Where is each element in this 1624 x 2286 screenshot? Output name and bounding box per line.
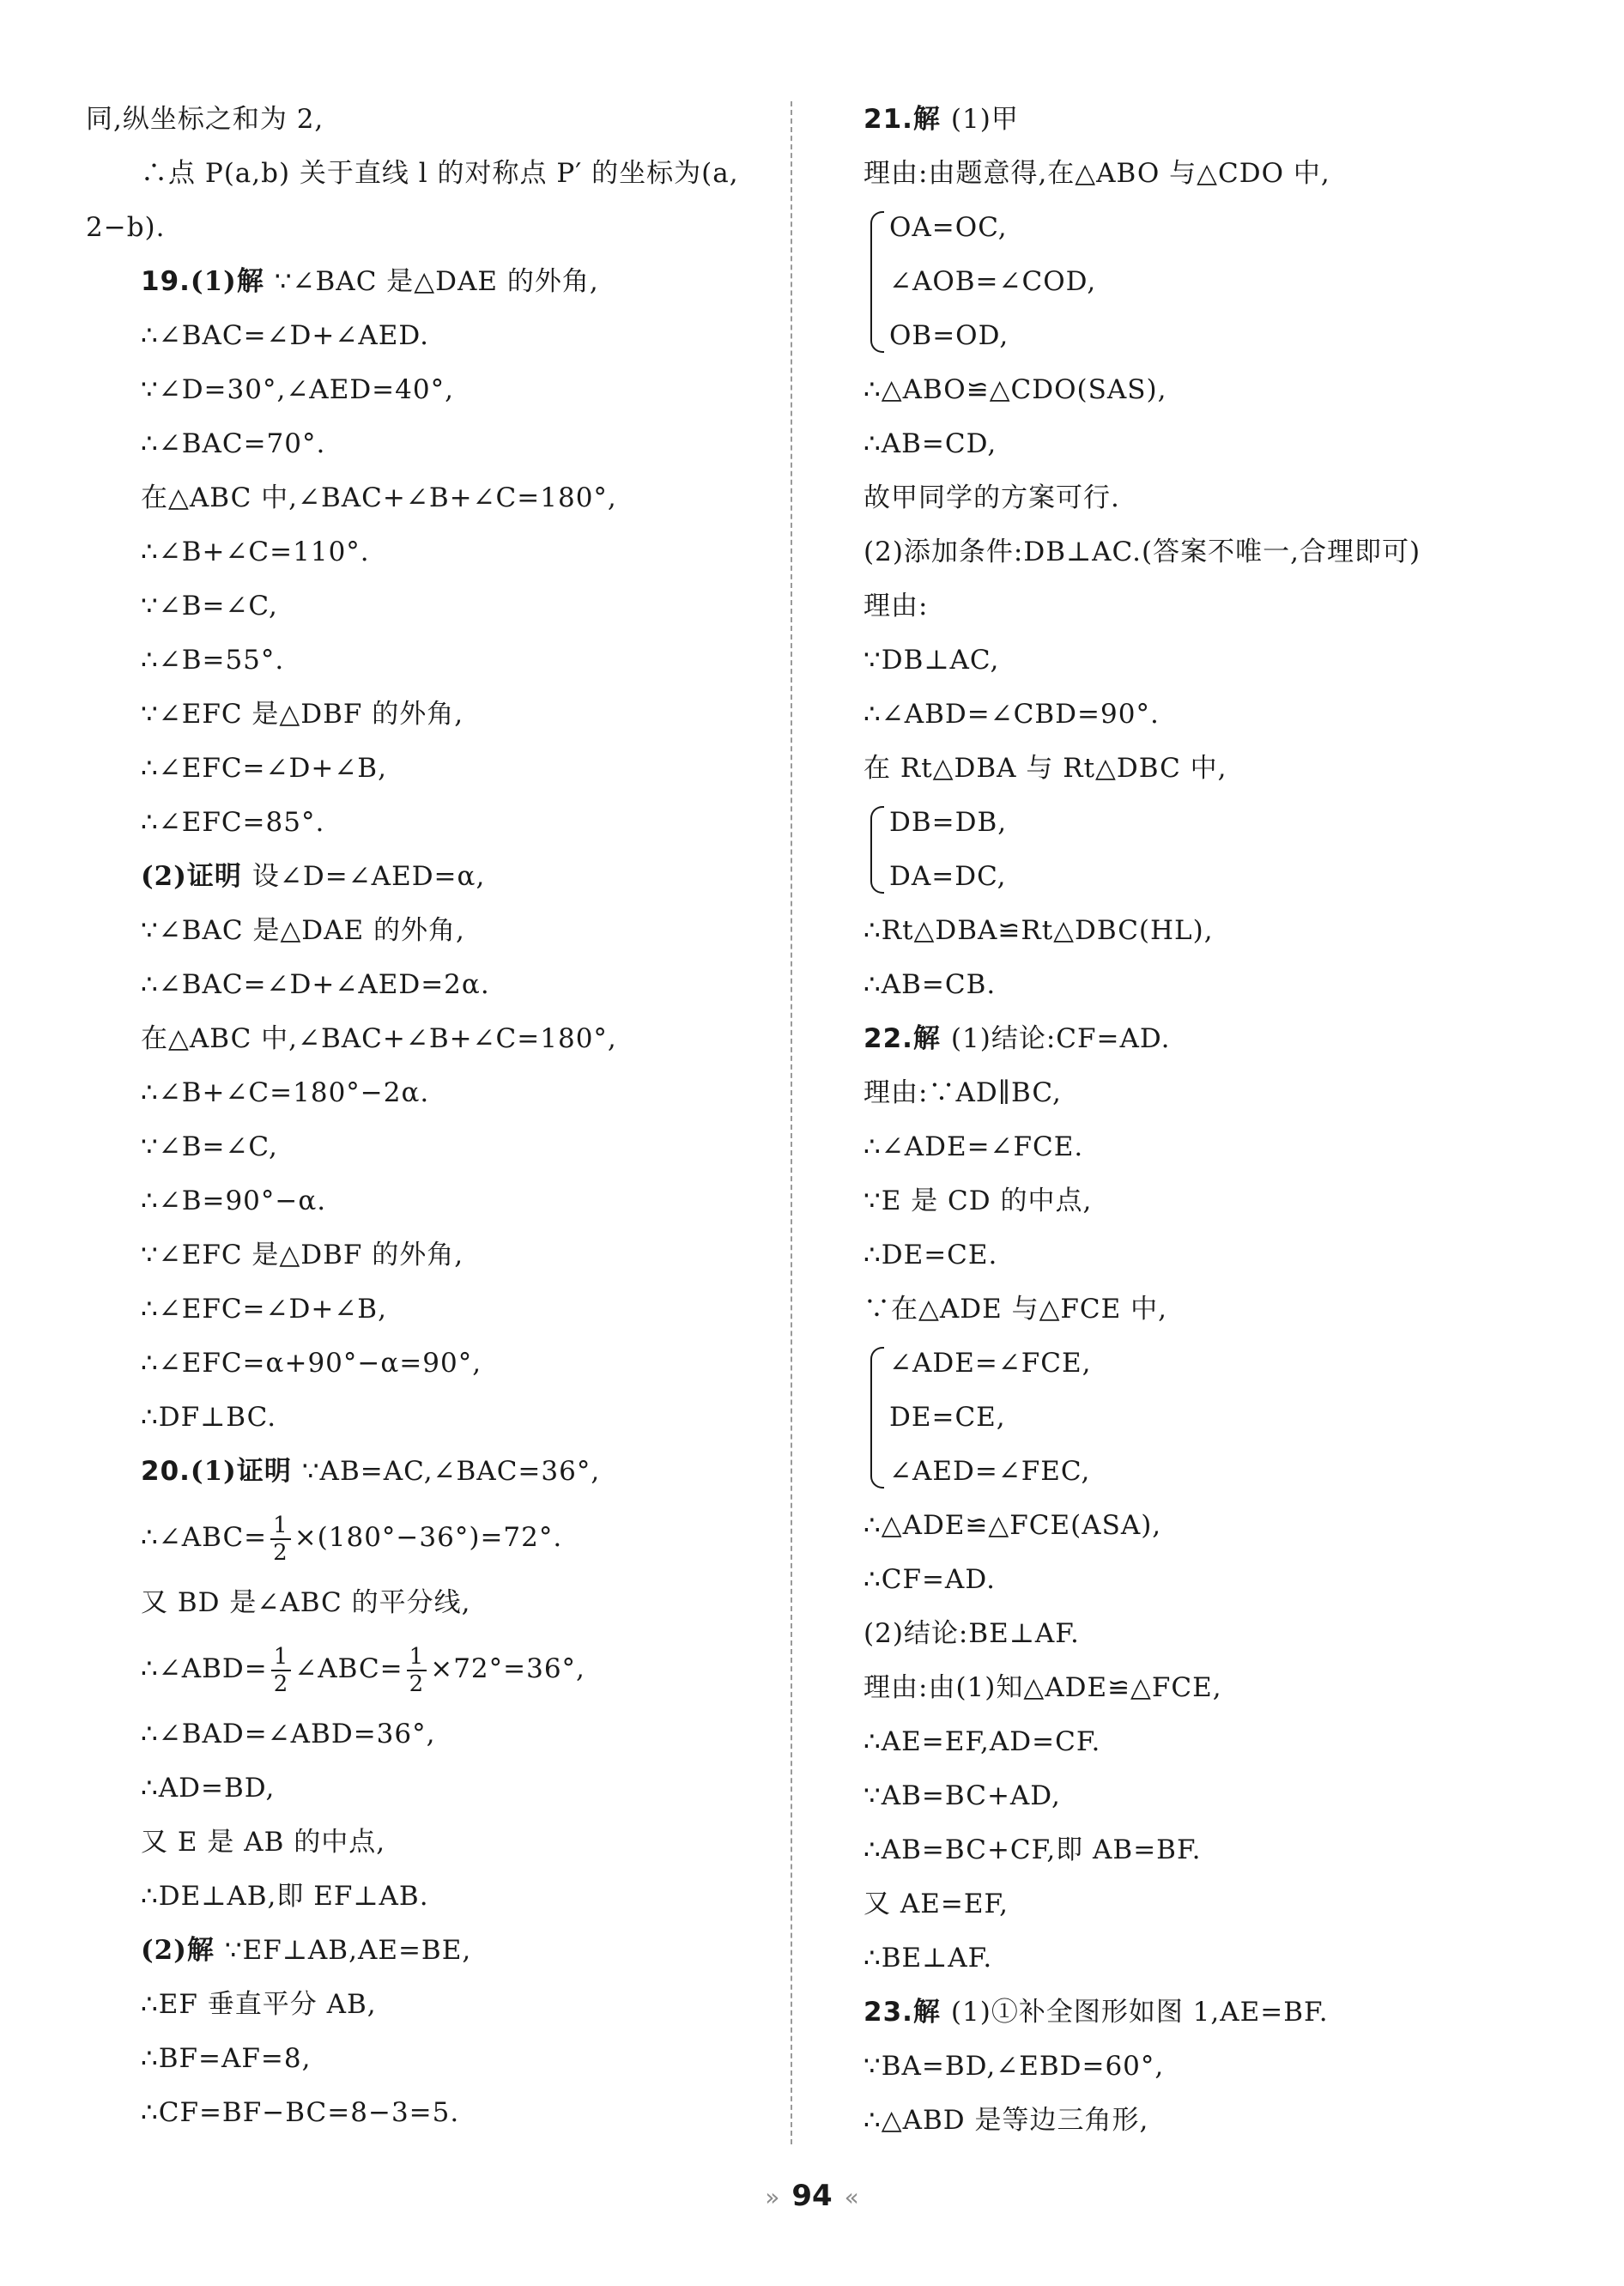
text-line: ∴∠B=90°−α. — [141, 1185, 327, 1216]
part-label: (2)证明 — [141, 861, 242, 892]
text-line: 在 Rt△DBA 与 Rt△DBC 中, — [864, 753, 1227, 784]
chevron-left-icon: « — [844, 2183, 859, 2211]
equation-line: DE=CE, — [889, 1402, 1006, 1433]
text-line: ∵在△ADE 与△FCE 中, — [864, 1294, 1167, 1325]
text-line: 在△ABC 中,∠BAC+∠B+∠C=180°, — [141, 482, 617, 513]
text-line: (2)结论:BE⊥AF. — [864, 1618, 1080, 1649]
text-line: 理由:由(1)知△ADE≌△FCE, — [864, 1672, 1222, 1703]
text-line: ∵BA=BD,∠EBD=60°, — [864, 2051, 1165, 2082]
equation-system — [867, 1337, 1585, 1499]
equation-line: DA=DC, — [889, 861, 1007, 892]
fraction — [407, 1644, 427, 1697]
text-span: 设∠D=∠AED=α, — [251, 861, 486, 892]
text-line: 理由: — [864, 591, 929, 622]
text-line — [86, 1630, 790, 1707]
text-line: ∴∠B+∠C=180°−2α. — [141, 1077, 430, 1108]
text-span: ∵EF⊥AB,AE=BE, — [224, 1935, 472, 1966]
part-label: 解 — [912, 1023, 941, 1054]
text-line: 2−b). — [86, 212, 166, 243]
text-line: ∵∠EFC 是△DBF 的外角, — [141, 1240, 464, 1270]
part-label: (1)证明 — [190, 1456, 292, 1487]
text-line: ∵E 是 CD 的中点, — [864, 1185, 1093, 1216]
text-line — [86, 850, 790, 904]
text-line: 同,纵坐标之和为 2, — [86, 104, 324, 135]
question-23-heading — [864, 1986, 1585, 2040]
text-span: ×72°=36°, — [430, 1653, 585, 1684]
text-line: 又 E 是 AB 的中点, — [141, 1827, 386, 1858]
text-line: ∴∠BAC=70°. — [141, 428, 326, 459]
text-span: (1)①补全图形如图 1,AE=BF. — [950, 1997, 1329, 2028]
fraction — [271, 1644, 292, 1697]
equation-line: ∠AED=∠FEC, — [889, 1456, 1091, 1487]
question-number: 19. — [141, 266, 191, 297]
text-line: ∴BF=AF=8, — [141, 2043, 312, 2074]
text-line: ∴AB=CB. — [864, 969, 997, 1000]
text-line: ∴∠EFC=85°. — [141, 807, 325, 838]
text-line: 故甲同学的方案可行. — [864, 482, 1120, 513]
text-line: ∴△ABD 是等边三角形, — [864, 2105, 1149, 2136]
text-line: ∴DE⊥AB,即 EF⊥AB. — [141, 1881, 429, 1912]
text-line: ∴AD=BD, — [141, 1773, 276, 1804]
text-line: 在△ABC 中,∠BAC+∠B+∠C=180°, — [141, 1023, 617, 1054]
text-line: ∴点 P(a,b) 关于直线 l 的对称点 P′ 的坐标为(a, — [141, 158, 739, 189]
text-line: ∴∠EFC=∠D+∠B, — [141, 1294, 387, 1325]
text-line: ∵∠BAC 是△DAE 的外角, — [141, 915, 465, 946]
text-line: ∵DB⊥AC, — [864, 645, 1000, 676]
text-span: ∠ABC= — [294, 1653, 403, 1684]
question-21-heading — [864, 93, 1585, 147]
text-span: ∴∠ABC= — [141, 1522, 268, 1553]
equation-system — [867, 201, 1585, 363]
text-line: ∴∠BAC=∠D+∠AED. — [141, 320, 429, 351]
text-line: ∴∠BAD=∠ABD=36°, — [141, 1719, 436, 1749]
text-line: (2)添加条件:DB⊥AC.(答案不唯一,合理即可) — [864, 537, 1421, 567]
text-line: ∵AB=BC+AD, — [864, 1780, 1061, 1811]
equation-line: DB=DB, — [889, 807, 1008, 838]
text-line — [86, 1924, 790, 1978]
left-column — [86, 93, 790, 2140]
text-line: ∴CF=BF−BC=8−3=5. — [141, 2097, 460, 2128]
text-line: 又 AE=EF, — [864, 1889, 1009, 1919]
text-line: ∴AE=EF,AD=CF. — [864, 1726, 1101, 1757]
text-line: ∴DE=CE. — [864, 1240, 998, 1270]
part-label: 解 — [912, 104, 941, 135]
fraction-denominator: 2 — [273, 1539, 288, 1566]
fraction-denominator: 2 — [409, 1671, 425, 1697]
text-line: ∴∠BAC=∠D+∠AED=2α. — [141, 969, 490, 1000]
text-line: ∴Rt△DBA≌Rt△DBC(HL), — [864, 915, 1214, 946]
text-line: ∴∠ABD=∠CBD=90°. — [864, 699, 1160, 730]
text-line: ∴∠ADE=∠FCE. — [864, 1131, 1084, 1162]
right-column — [864, 93, 1585, 2148]
fraction-numerator: 1 — [271, 1644, 292, 1671]
column-divider — [791, 101, 792, 2144]
text-line: ∴CF=AD. — [864, 1564, 996, 1595]
text-span: ×(180°−36°)=72°. — [294, 1522, 563, 1553]
text-line: ∴△ABO≌△CDO(SAS), — [864, 374, 1167, 405]
equation-line: OB=OD, — [889, 320, 1009, 351]
text-line: ∵∠B=∠C, — [141, 591, 278, 622]
text-line: ∴AB=CD, — [864, 428, 997, 459]
text-span: ∴∠ABD= — [141, 1653, 268, 1684]
text-line: ∴AB=BC+CF,即 AB=BF. — [864, 1834, 1202, 1865]
equation-line: OA=OC, — [889, 212, 1008, 243]
question-19-heading — [86, 255, 790, 309]
question-20-heading — [86, 1445, 790, 1499]
text-line: ∴∠EFC=α+90°−α=90°, — [141, 1348, 482, 1379]
text-line: ∴∠B+∠C=110°. — [141, 537, 370, 567]
text-line: ∴DF⊥BC. — [141, 1402, 277, 1433]
equation-system — [867, 796, 1585, 904]
text-line: ∴EF 垂直平分 AB, — [141, 1989, 377, 2020]
text-line — [86, 1499, 790, 1576]
text-line: ∴∠EFC=∠D+∠B, — [141, 753, 387, 784]
fraction — [270, 1513, 291, 1566]
equation-line: ∠AOB=∠COD, — [889, 266, 1097, 297]
question-number: 20. — [141, 1456, 191, 1487]
question-number: 22. — [864, 1023, 913, 1054]
text-line: ∴△ADE≌△FCE(ASA), — [864, 1510, 1162, 1541]
text-span: ∵AB=AC,∠BAC=36°, — [301, 1456, 601, 1487]
part-label: 解 — [912, 1997, 941, 2028]
fraction-numerator: 1 — [407, 1644, 427, 1671]
text-line: 理由:由题意得,在△ABO 与△CDO 中, — [864, 158, 1330, 189]
text-line: 又 BD 是∠ABC 的平分线, — [141, 1587, 471, 1618]
text-line: 理由:∵AD∥BC, — [864, 1077, 1062, 1108]
part-label: (1)解 — [190, 266, 264, 297]
text-line: ∴∠B=55°. — [141, 645, 285, 676]
equation-line: ∠ADE=∠FCE, — [889, 1348, 1092, 1379]
part-label: (2)解 — [141, 1935, 215, 1966]
text-line: ∴BE⊥AF. — [864, 1943, 993, 1974]
text-span: (1)结论:CF=AD. — [950, 1023, 1171, 1054]
text-span: ∵∠BAC 是△DAE 的外角, — [274, 266, 599, 297]
page-number: 94 — [791, 2179, 833, 2213]
chevron-right-icon: » — [765, 2183, 780, 2211]
fraction-numerator: 1 — [270, 1513, 291, 1540]
text-line: ∵∠D=30°,∠AED=40°, — [141, 374, 454, 405]
text-line: ∵∠EFC 是△DBF 的外角, — [141, 699, 464, 730]
page-footer — [0, 2179, 1624, 2213]
question-number: 23. — [864, 1997, 913, 2028]
text-span: (1)甲 — [950, 104, 1019, 135]
text-line: ∵∠B=∠C, — [141, 1131, 278, 1162]
question-22-heading — [864, 1012, 1585, 1066]
fraction-denominator: 2 — [273, 1671, 289, 1697]
question-number: 21. — [864, 104, 913, 135]
